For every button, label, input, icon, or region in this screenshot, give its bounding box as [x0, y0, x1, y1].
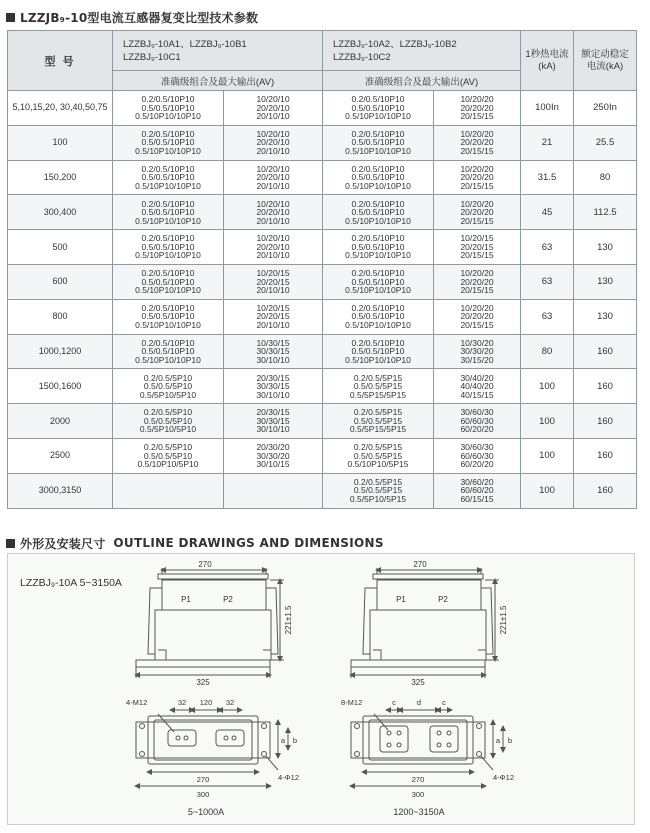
- right-mount-hole: [477, 724, 482, 729]
- left-stud: [232, 736, 236, 740]
- group-b-subheader: 准确级组合及最大输出(AV): [323, 71, 521, 91]
- right-dim-325: 325: [411, 678, 425, 687]
- left-base-plate: [136, 660, 270, 667]
- group-b-output-cell: 10/20/20 20/20/20 20/15/15: [434, 264, 521, 299]
- left-dim-b: b: [292, 736, 298, 745]
- right-stud: [437, 731, 441, 735]
- group-b-output-cell: 30/60/20 60/60/20 60/15/15: [434, 473, 521, 508]
- table-row: [8, 369, 637, 404]
- thermal-header-line1: 1秒热电流: [525, 48, 569, 60]
- table-row: [8, 195, 637, 230]
- left-body-right-flank: [266, 588, 278, 654]
- right-dim-b: b: [507, 736, 513, 745]
- left-leader-m12: [158, 714, 174, 732]
- thermal-current-cell: 21: [521, 125, 574, 160]
- ratio-cell: 1000,1200: [8, 334, 113, 369]
- thermal-current-cell: 100: [521, 404, 574, 439]
- right-body: [370, 610, 486, 660]
- left-leader-phi12: [266, 756, 278, 770]
- group-b-output-cell: 10/20/15 20/20/15 20/15/15: [434, 230, 521, 265]
- outline-drawings-svg: [8, 554, 634, 824]
- right-plan-base: [351, 722, 485, 758]
- spec-table: [7, 30, 637, 509]
- ratio-cell: 2000: [8, 404, 113, 439]
- group-b-class-cell: 0.2/0.5/10P10 0.5/0.5/10P10 0.5/10P10/10P10: [323, 299, 434, 334]
- group-a-line1: LZZBJ₉-10A1、LZZBJ₉-10B1: [123, 38, 247, 50]
- right-caption: 1200~3150A: [393, 807, 445, 817]
- dynamic-current-cell: 160: [574, 438, 637, 473]
- right-dim-a: a: [495, 736, 501, 745]
- group-a-class-cell: 0.2/0.5/10P10 0.5/0.5/10P10 0.5/10P10/10P10: [113, 160, 224, 195]
- square-bullet-icon: [6, 539, 15, 548]
- left-dim-270-plan: 270: [196, 775, 210, 784]
- group-b-class-cell: 0.2/0.5/10P10 0.5/0.5/10P10 0.5/10P10/10P10: [323, 125, 434, 160]
- group-b-class-cell: 0.2/0.5/10P10 0.5/0.5/10P10 0.5/10P10/10P10: [323, 230, 434, 265]
- left-plan-base: [136, 722, 270, 758]
- left-top-cap: [158, 574, 268, 579]
- right-mount-holes-label: 4-Φ12: [493, 773, 514, 782]
- left-body-base-ledge: [158, 650, 271, 660]
- right-dim-height: 221±1.5: [499, 605, 508, 635]
- left-dim-a: a: [280, 736, 286, 745]
- left-body: [155, 610, 271, 660]
- dynamic-header-line1: 额定动稳定: [581, 48, 629, 60]
- group-a-output-cell: 20/30/15 30/30/15 30/10/10: [224, 404, 323, 439]
- ratio-cell: 800: [8, 299, 113, 334]
- group-a-output-cell: 10/30/15 30/30/15 30/10/10: [224, 334, 323, 369]
- dynamic-current-cell: 112.5: [574, 195, 637, 230]
- left-dim-32a: 32: [177, 698, 187, 707]
- spec-title-text: LZZJB₉-10型电流互感器复变比型技术参数: [20, 10, 259, 25]
- group-b-output-cell: 10/20/20 20/20/20 20/15/15: [434, 125, 521, 160]
- table-row: [8, 264, 637, 299]
- group-a-class-cell: 0.2/0.5/10P10 0.5/0.5/10P10 0.5/10P10/10P10: [113, 299, 224, 334]
- right-mount-hole: [355, 724, 360, 729]
- right-stud: [387, 731, 391, 735]
- table-row: [8, 334, 637, 369]
- right-front-view: [351, 568, 499, 678]
- left-dim-height: 221±1.5: [284, 605, 293, 635]
- group-b-class-cell: 0.2/0.5/5P15 0.5/0.5/5P15 0.5/10P10/5P15: [323, 438, 434, 473]
- left-stud: [184, 736, 188, 740]
- group-a-output-cell: 10/20/10 20/20/10 20/10/10: [224, 195, 323, 230]
- group-a-class-cell: 0.2/0.5/10P10 0.5/0.5/10P10 0.5/10P10/10P10: [113, 125, 224, 160]
- model-range-label: LZZBJ₉-10A 5~3150A: [20, 577, 122, 589]
- left-terminal-p1-block: [168, 730, 196, 746]
- thermal-header-line2: (kA): [538, 60, 556, 72]
- group-b-output-cell: 30/60/30 60/60/30 60/20/20: [434, 404, 521, 439]
- left-terminal-p1: P1: [181, 595, 191, 604]
- group-b-line2: LZZBJ₉-10C2: [333, 51, 391, 63]
- ratio-cell: 5,10,15,20, 30,40,50,75: [8, 91, 113, 126]
- thermal-current-cell: 100: [521, 473, 574, 508]
- group-b-output-cell: 30/40/20 40/40/20 40/15/15: [434, 369, 521, 404]
- right-stud: [447, 731, 451, 735]
- left-top-view: [136, 710, 288, 786]
- table-row: [8, 473, 637, 508]
- group-a-class-cell: 0.2/0.5/10P10 0.5/0.5/10P10 0.5/10P10/10P10: [113, 195, 224, 230]
- group-a-line2: LZZBJ₉-10C1: [123, 51, 181, 63]
- right-dim-300: 300: [411, 790, 425, 799]
- dynamic-current-cell: 25.5: [574, 125, 637, 160]
- left-mount-hole: [140, 752, 145, 757]
- table-row: [8, 230, 637, 265]
- group-a-output-cell: 10/20/10 20/20/10 20/10/10: [224, 230, 323, 265]
- group-a-class-cell: 0.2/0.5/5P10 0.5/0.5/5P10 0.5/5P10/5P10: [113, 369, 224, 404]
- right-hole-label: 8-M12: [341, 698, 363, 707]
- right-mount-hole: [355, 752, 360, 757]
- left-stud: [176, 736, 180, 740]
- left-dim-300: 300: [196, 790, 210, 799]
- right-mount-hole: [477, 752, 482, 757]
- thermal-current-cell: 100: [521, 369, 574, 404]
- left-stud: [224, 736, 228, 740]
- group-b-class-cell: 0.2/0.5/10P10 0.5/0.5/10P10 0.5/10P10/10P10: [323, 195, 434, 230]
- thermal-current-cell: 100: [521, 438, 574, 473]
- right-stud: [447, 743, 451, 747]
- left-dim-325: 325: [196, 678, 210, 687]
- right-body-right-flank: [481, 588, 493, 654]
- dynamic-current-header: [574, 31, 637, 91]
- group-b-output-cell: 10/20/20 20/20/20 20/15/15: [434, 299, 521, 334]
- left-dim-32b: 32: [225, 698, 235, 707]
- group-a-class-cell: 0.2/0.5/10P10 0.5/0.5/10P10 0.5/10P10/10P10: [113, 264, 224, 299]
- ratio-cell: 3000,3150: [8, 473, 113, 508]
- thermal-current-header: [521, 31, 574, 91]
- group-a-output-cell: 10/20/15 20/20/15 20/10/10: [224, 264, 323, 299]
- group-a-header: [113, 31, 323, 71]
- thermal-current-cell: 63: [521, 264, 574, 299]
- dynamic-current-cell: 160: [574, 473, 637, 508]
- left-mount-holes-label: 4-Φ12: [278, 773, 299, 782]
- group-a-class-cell: [113, 473, 224, 508]
- ratio-cell: 600: [8, 264, 113, 299]
- group-b-output-cell: 10/20/20 20/20/20 20/15/15: [434, 195, 521, 230]
- group-a-output-cell: 20/30/15 30/30/15 30/10/10: [224, 369, 323, 404]
- dynamic-current-cell: 130: [574, 264, 637, 299]
- ratio-cell: 2500: [8, 438, 113, 473]
- ratio-cell: 1500,1600: [8, 369, 113, 404]
- dynamic-current-cell: 160: [574, 334, 637, 369]
- outline-drawing-panel: [7, 553, 635, 825]
- group-b-class-cell: 0.2/0.5/5P15 0.5/0.5/5P15 0.5/5P15/5P15: [323, 369, 434, 404]
- right-terminal-p2: P2: [438, 595, 448, 604]
- left-front-view: [136, 568, 284, 678]
- ratio-cell: 500: [8, 230, 113, 265]
- dynamic-current-cell: 130: [574, 230, 637, 265]
- right-stud: [397, 731, 401, 735]
- spec-section-title: [6, 9, 258, 25]
- thermal-current-cell: 31.5: [521, 160, 574, 195]
- group-a-subheader: 准确级组合及最大输出(AV): [113, 71, 323, 91]
- model-header: 型 号: [8, 31, 113, 91]
- table-row: [8, 160, 637, 195]
- thermal-current-cell: 45: [521, 195, 574, 230]
- table-row: [8, 299, 637, 334]
- left-plan-body: [148, 716, 258, 764]
- group-b-class-cell: 0.2/0.5/10P10 0.5/0.5/10P10 0.5/10P10/10P10: [323, 91, 434, 126]
- outline-section-title: [6, 535, 384, 551]
- group-a-class-cell: 0.2/0.5/5P10 0.5/0.5/5P10 0.5/10P10/5P10: [113, 438, 224, 473]
- group-a-output-cell: 10/20/10 20/20/10 20/10/10: [224, 125, 323, 160]
- group-a-output-cell: 10/20/10 20/20/10 20/10/10: [224, 91, 323, 126]
- outline-title-en: OUTLINE DRAWINGS AND DIMENSIONS: [113, 536, 384, 550]
- group-b-class-cell: 0.2/0.5/5P15 0.5/0.5/5P15 0.5/5P10/5P15: [323, 473, 434, 508]
- group-b-output-cell: 30/60/30 60/60/30 60/20/20: [434, 438, 521, 473]
- right-dim-c1: c: [392, 698, 396, 707]
- table-row: [8, 404, 637, 439]
- left-mount-hole: [140, 724, 145, 729]
- group-a-output-cell: 10/20/10 20/20/10 20/10/10: [224, 160, 323, 195]
- left-mount-hole: [262, 752, 267, 757]
- right-dim-270: 270: [413, 560, 427, 569]
- dynamic-current-cell: 80: [574, 160, 637, 195]
- table-row: [8, 91, 637, 126]
- group-b-header: [323, 31, 521, 71]
- left-dim-270: 270: [198, 560, 212, 569]
- left-terminal-p2-block: [216, 730, 244, 746]
- group-b-class-cell: 0.2/0.5/10P10 0.5/0.5/10P10 0.5/10P10/10P10: [323, 264, 434, 299]
- left-caption: 5~1000A: [187, 807, 225, 817]
- group-a-class-cell: 0.2/0.5/10P10 0.5/0.5/10P10 0.5/10P10/10P10: [113, 230, 224, 265]
- right-terminal-p1: P1: [396, 595, 406, 604]
- right-leader-phi12: [481, 756, 493, 770]
- right-stud: [397, 743, 401, 747]
- right-terminal-p2-block: [430, 726, 458, 752]
- ratio-cell: 100: [8, 125, 113, 160]
- group-a-class-cell: 0.2/0.5/5P10 0.5/0.5/5P10 0.5/5P10/5P10: [113, 404, 224, 439]
- right-top-cap: [373, 574, 483, 579]
- left-hole-label: 4-M12: [126, 698, 148, 707]
- ratio-cell: 150,200: [8, 160, 113, 195]
- right-dim-270-plan: 270: [411, 775, 425, 784]
- left-mount-hole: [262, 724, 267, 729]
- right-body-base-ledge: [373, 650, 486, 660]
- right-dim-c2: c: [442, 698, 446, 707]
- dynamic-header-line2: 电流(kA): [586, 60, 624, 72]
- group-b-output-cell: 10/30/20 30/30/20 30/15/20: [434, 334, 521, 369]
- left-head: [162, 580, 266, 610]
- ratio-cell: 300,400: [8, 195, 113, 230]
- thermal-current-cell: 100In: [521, 91, 574, 126]
- left-terminal-p2: P2: [223, 595, 233, 604]
- right-terminal-p1-block: [380, 726, 408, 752]
- group-a-class-cell: 0.2/0.5/10P10 0.5/0.5/10P10 0.5/10P10/10P10: [113, 91, 224, 126]
- group-a-output-cell: 10/20/15 20/20/15 20/10/10: [224, 299, 323, 334]
- group-b-line1: LZZBJ₉-10A2、LZZBJ₉-10B2: [333, 38, 457, 50]
- right-head: [377, 580, 481, 610]
- right-stud: [437, 743, 441, 747]
- right-top-view: [351, 710, 503, 786]
- group-a-output-cell: 20/30/20 30/30/20 30/10/15: [224, 438, 323, 473]
- group-b-class-cell: 0.2/0.5/10P10 0.5/0.5/10P10 0.5/10P10/10P10: [323, 160, 434, 195]
- group-b-output-cell: 10/20/20 20/20/20 20/15/15: [434, 160, 521, 195]
- outline-title-cn: 外形及安装尺寸: [20, 536, 106, 551]
- left-dim-120: 120: [199, 698, 213, 707]
- group-b-class-cell: 0.2/0.5/5P15 0.5/0.5/5P15 0.5/5P15/5P15: [323, 404, 434, 439]
- thermal-current-cell: 80: [521, 334, 574, 369]
- thermal-current-cell: 63: [521, 299, 574, 334]
- dynamic-current-cell: 160: [574, 369, 637, 404]
- group-b-output-cell: 10/20/20 20/20/20 20/15/15: [434, 91, 521, 126]
- dynamic-current-cell: 130: [574, 299, 637, 334]
- right-dim-d: d: [416, 698, 422, 707]
- right-stud: [387, 743, 391, 747]
- thermal-current-cell: 63: [521, 230, 574, 265]
- table-row: [8, 125, 637, 160]
- dynamic-current-cell: 160: [574, 404, 637, 439]
- right-base-plate: [351, 660, 485, 667]
- group-a-output-cell: [224, 473, 323, 508]
- table-row: [8, 438, 637, 473]
- square-bullet-icon: [6, 13, 15, 22]
- group-a-class-cell: 0.2/0.5/10P10 0.5/0.5/10P10 0.5/10P10/10P10: [113, 334, 224, 369]
- group-b-class-cell: 0.2/0.5/10P10 0.5/0.5/10P10 0.5/10P10/10P10: [323, 334, 434, 369]
- dynamic-current-cell: 250In: [574, 91, 637, 126]
